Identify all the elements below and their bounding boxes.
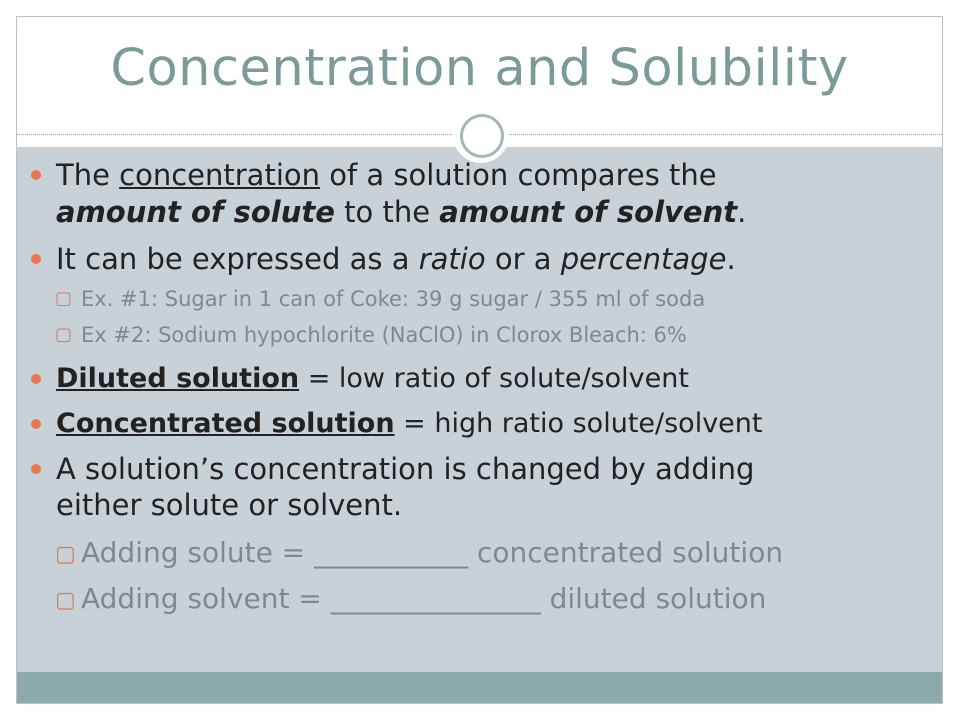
sub-bullet-icon: ▢ <box>55 324 73 345</box>
bullet-text <box>56 361 689 396</box>
sub-bullet-text: Adding solvent = _______________ diluted solution <box>81 582 767 615</box>
footer-bar <box>17 672 942 704</box>
text-run: or a <box>485 242 561 276</box>
bullet-dot-icon <box>31 170 41 180</box>
bullet-dot-icon <box>31 374 41 384</box>
text-line: either solute or solvent. <box>56 488 403 522</box>
term-concentrated-solution: Concentrated solution <box>56 408 395 439</box>
sub-bullet-icon: ▢ <box>55 588 76 613</box>
emphasis-ratio: ratio <box>418 242 486 276</box>
bullet-text <box>56 241 736 278</box>
bullet-dot-icon <box>31 254 41 264</box>
slide-title: Concentration and Solubility <box>110 39 849 98</box>
text-run: . <box>726 242 736 276</box>
underlined-term: concentration <box>119 158 321 192</box>
text-run: = low ratio of solute/solvent <box>299 363 689 394</box>
divider-circle-icon <box>460 114 504 158</box>
text-run: = high ratio solute/solvent <box>394 408 763 439</box>
sub-bullet-icon: ▢ <box>55 288 73 309</box>
bullet-dot-icon <box>31 464 41 474</box>
emphasis-percentage: percentage <box>560 242 727 276</box>
text-line: A solution’s concentration is changed by adding <box>56 452 755 486</box>
bullet-text <box>56 451 754 523</box>
text-run: of a solution compares the <box>320 158 717 192</box>
text-run: The <box>56 158 120 192</box>
slide <box>16 16 943 704</box>
bullet-text <box>56 406 763 441</box>
bullet-text <box>56 157 746 231</box>
text-run: It can be expressed as a <box>56 242 419 276</box>
sub-bullet-text: Adding solute = ___________ concentrated solution <box>81 536 784 569</box>
emphasis-amount-solvent: amount of solvent <box>439 195 738 229</box>
bullet-dot-icon <box>31 419 41 429</box>
sub-bullet-icon: ▢ <box>55 542 76 567</box>
sub-bullet-text: Ex. #1: Sugar in 1 can of Coke: 39 g sugar / 355 ml of soda <box>81 287 706 311</box>
text-run: . <box>737 195 747 229</box>
emphasis-amount-solute: amount of solute <box>56 195 335 229</box>
text-run: to the <box>334 195 440 229</box>
term-diluted-solution: Diluted solution <box>56 363 300 394</box>
sub-bullet-text: Ex #2: Sodium hypochlorite (NaClO) in Clorox Bleach: 6% <box>81 323 687 347</box>
